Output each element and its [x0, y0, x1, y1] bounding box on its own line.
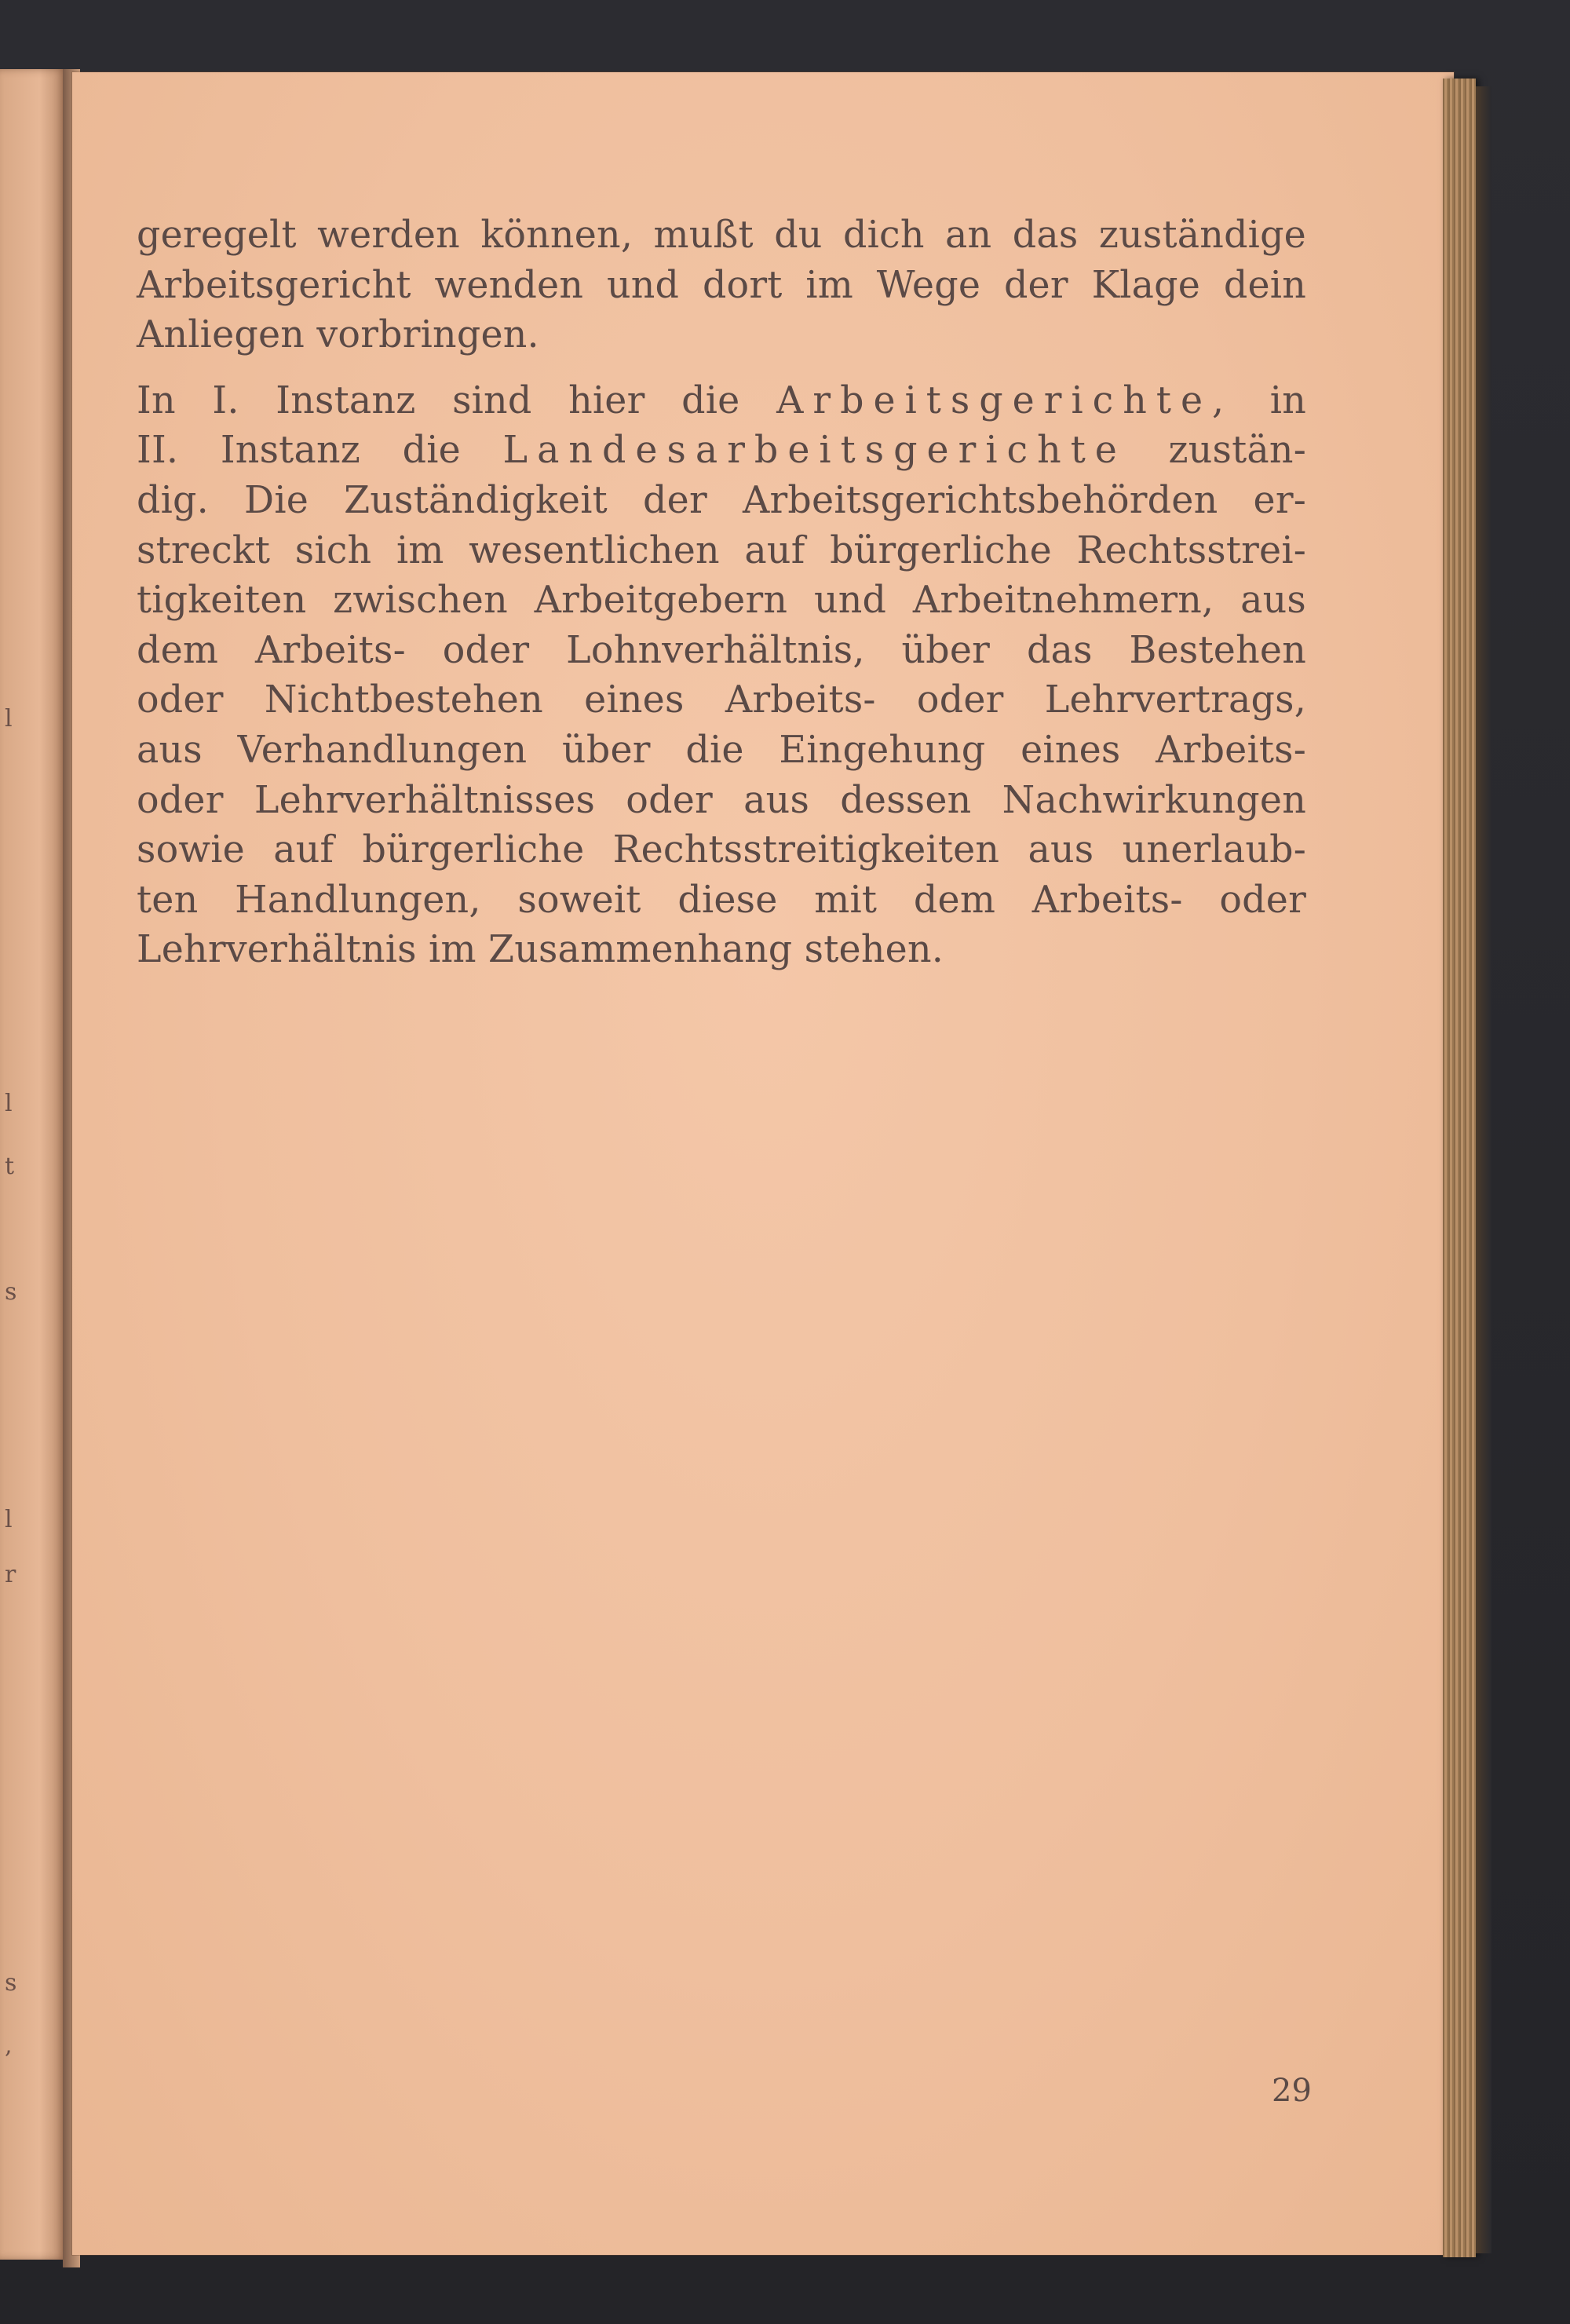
body-text	[137, 210, 1306, 975]
left-page-fragment: r	[5, 1561, 16, 1588]
left-page-fragment: ,	[5, 2032, 13, 2059]
left-page-fragment: t	[5, 1153, 15, 1180]
text-line: streckt sich im wesentlichen auf bürgerliche Rechtsstrei-	[137, 528, 1306, 572]
text-line: aus Verhandlungen über die Eingehung eines Arbeits-	[137, 728, 1306, 772]
text-fragment: in	[1269, 378, 1306, 422]
left-page-fragment: l	[5, 705, 13, 733]
text-line: tigkeiten zwischen Arbeitgebern und Arbeitnehmern, aus	[137, 579, 1306, 623]
page-number: 29	[1272, 2073, 1312, 2109]
left-page-fragment: s	[5, 1969, 17, 1997]
paragraph-2	[137, 376, 1306, 975]
text-line: geregelt werden können, mußt du dich an das zuständige	[137, 214, 1306, 257]
text-fragment: zustän-	[1168, 429, 1306, 473]
text-fragment: In I. Instanz sind hier die	[137, 378, 740, 422]
page-block-edges	[1443, 79, 1476, 2257]
left-page-fragment: l	[5, 1506, 13, 1533]
text-line: ten Handlungen, soweit diese mit dem Arbeits- oder	[137, 878, 1306, 922]
text-line	[137, 426, 1306, 476]
emphasized-term: Landesarbeitsgerichte	[502, 429, 1126, 473]
text-line	[137, 376, 1306, 426]
text-line: oder Lehrverhältnisses oder aus dessen Nachwirkungen	[137, 778, 1306, 822]
text-line: Lehrverhältnis im Zusammenhang stehen.	[137, 928, 944, 972]
emphasized-term: Arbeitsgerichte,	[776, 378, 1234, 422]
previous-page-sliver	[0, 69, 66, 2260]
text-line: sowie auf bürgerliche Rechtsstreitigkeiten aus unerlaub-	[137, 828, 1306, 872]
paragraph-1	[137, 210, 1306, 360]
left-page-fragment: l	[5, 1090, 13, 1117]
text-fragment: II. Instanz die	[137, 429, 461, 473]
text-line: oder Nichtbestehen eines Arbeits- oder Lehrvertrags,	[137, 678, 1306, 722]
left-page-fragment: s	[5, 1278, 17, 1306]
book-edge-shadow	[1476, 86, 1492, 2253]
text-line: dem Arbeits- oder Lohnverhältnis, über das Bestehen	[137, 628, 1306, 672]
text-line: dig. Die Zuständigkeit der Arbeitsgerichtsbehörden er-	[137, 478, 1306, 522]
text-line: Arbeitsgericht wenden und dort im Wege der Klage dein	[137, 263, 1306, 307]
text-line: Anliegen vorbringen.	[137, 313, 539, 357]
